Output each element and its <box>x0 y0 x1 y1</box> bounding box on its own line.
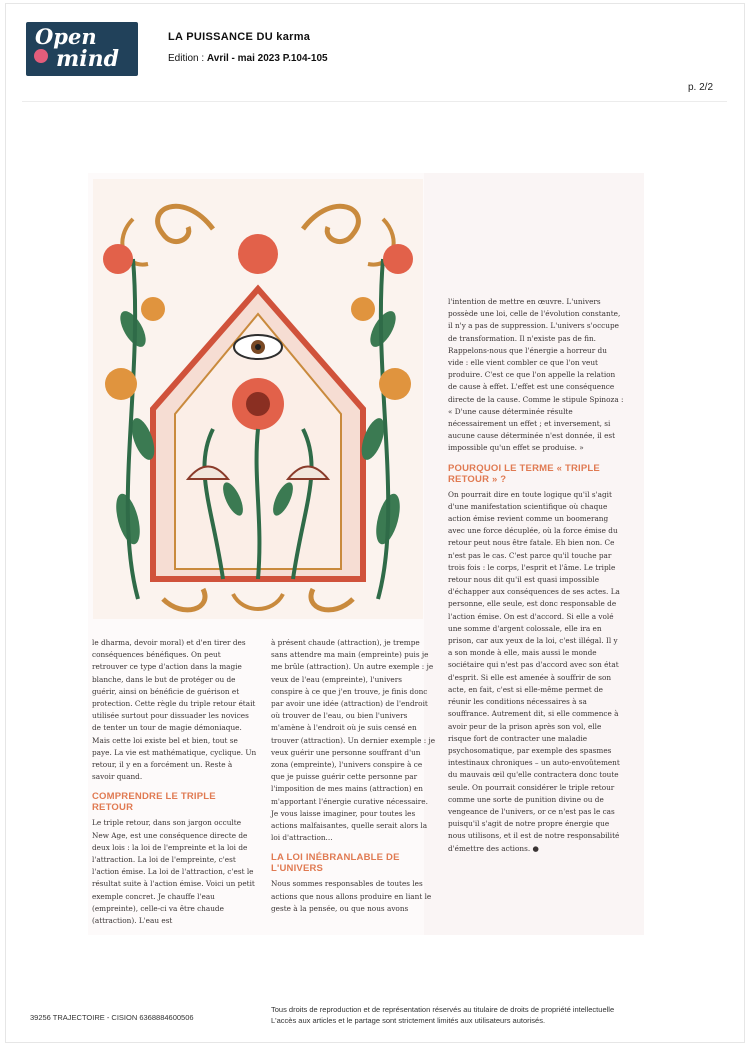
page-number: p. 2/2 <box>688 82 714 93</box>
column-1-paragraph-1: le dharma, devoir moral) et d'en tirer des conséquences bénéfiques. On peut retrouver ce type d'action dans la magie blanche, dans le but de protéger ou de guérir, ainsi on bénéficie de guérison et protection. Cette règle du triple retour était utilisée surtout pour dissuader les novices de tenter un tour de magie démoniaque. Mais cette loi existe bel et bien, tout se paye. La vie est mathématique, cyclique. Un retour, il y en a forcément un. Reste à savoir quand. <box>92 638 257 782</box>
column-2-paragraph-2: Nous sommes responsables de toutes les actions que nous allons produire en liant le geste à la pensée, ou que nous avons <box>271 879 432 913</box>
column-2-paragraph-1: à présent chaude (attraction), je trempe sans attendre ma main (empreinte) puis je me brûle (attraction). Un autre exemple : je veux de l'eau (empreinte), l'univers conspire à ce que j'en trouve, je finis donc par avoir une idée (attraction) de l'endroit où trouver de l'eau, ou bien l'univers m'amène à l'endroit où je suis censé en trouver (attraction). Un dernier exemple : je veux guérir une personne souffrant d'un zona (empreinte), l'univers conspire à ce que je puisse guérir cette personne par l'imposition de mes mains (attraction) en m'apportant l'énergie curative nécessaire. Je vous laisse imaginer, pour toutes les actions malfaisantes, quelle serait alors la loi d'attraction... <box>271 638 436 843</box>
column-3-paragraph-2: On pourrait dire en toute logique qu'il s'agit d'une manifestation scientifique où chaque action émise revient comme un boomerang avec une force décuplée, où la force émise du retour peut nous être fatale. Eh bien non. Ce n'est pas le cas. C'est parce qu'il touche par trois fois : le corps, l'esprit et l'âme. Le triple retour nous dit qu'il est quasi impossible d'échapper aux conséquences de ses actes. La personne, elle seule, est donc responsable de l'action émise. On est d'accord. Si elle a volé une somme d'argent colossale, elle ira en prison, car aux yeux de la loi, c'est illégal. Il y a son monde à elle, mais aussi le monde sociétaire qui n'est pas d'accord avec son état d'esprit. Si elle est amenée à souffrir de son acte, en fait, c'est si elle-même permet de réunir les conditions nécessaires à sa souffrance. Autrement dit, si elle commence à avoir peur de la prison après son vol, elle risque fort de contracter une maladie psychosomatique, par exemple des spasmes intestinaux chroniques – un auto-envoûtement du mauvais œil qu'elle contractera donc toute seule. On pourrait considérer le triple retour comme une sorte de punition divine ou de vengeance de l'univers, or ce n'est pas le cas puisqu'il s'agit de notre propre énergie que nous utilisons, et il est de notre responsabilité d'émettre des actions. ● <box>448 489 620 853</box>
open-mind-logo <box>26 22 138 76</box>
document-header <box>0 0 750 100</box>
footer-rights-notice <box>271 1004 711 1026</box>
edition-label: Edition : <box>168 53 205 64</box>
subheading-pourquoi: POURQUOI LE TERME « TRIPLE RETOUR » ? <box>448 462 600 485</box>
logo-dot-icon <box>34 49 48 63</box>
subheading-loi-univers: LA LOI INÉBRANLABLE DE L'UNIVERS <box>271 852 400 875</box>
footer-reference: 39256 TRAJECTOIRE - CISION 6368884600506 <box>30 1013 194 1022</box>
article-title: LA PUISSANCE DU karma <box>168 31 311 43</box>
article-column-2 <box>271 637 436 915</box>
footer-rights-line-1: Tous droits de reproduction et de représentation réservés au titulaire de droits de propriété intellectuelle <box>271 1005 615 1014</box>
column-3-paragraph-1: l'intention de mettre en œuvre. L'univers possède une loi, celle de l'évolution constante, il n'y a pas de suppression. L'univers s'occupe de transformation. Il n'existe pas de fin. Rappelons-nous que l'énergie a horreur du vide : elle vient combler ce que l'on veut produire. C'est ce que l'on appelle la relation de cause à effet. L'effet est une conséquence directe de la cause. Comme le stipule Spinoza : « D'une cause déterminée résulte nécessairement un effet ; et inversement, si aucune cause déterminée n'est donnée, il est impossible qu'un effet se produise. » <box>448 297 624 453</box>
subheading-comprendre: COMPRENDRE LE TRIPLE RETOUR <box>92 791 216 814</box>
footer-rights-line-2: L'accès aux articles et le partage sont strictement limités aux utilisateurs autorisés. <box>271 1016 546 1025</box>
article-scan <box>88 173 644 935</box>
article-column-1 <box>92 637 257 927</box>
edition-line <box>168 53 328 64</box>
ornamental-floral-eye-icon <box>93 179 423 619</box>
logo-text-open: Open <box>35 24 97 49</box>
logo-text-mind: mind <box>56 46 120 72</box>
article-column-3 <box>448 296 624 855</box>
edition-value: Avril - mai 2023 P.104-105 <box>206 53 328 64</box>
header-divider <box>22 101 727 102</box>
column-1-paragraph-2: Le triple retour, dans son jargon occulte New Age, est une conséquence directe de deux lois : la loi de l'empreinte et la loi de l'attraction. La loi de l'empreinte, c'est l'action émise. La loi de l'attraction, c'est le résultat suite à l'action émise. Voici un petit exemple concret. Je chauffe l'eau (empreinte), celle-ci va être chaude (attraction). L'eau est <box>92 818 255 926</box>
